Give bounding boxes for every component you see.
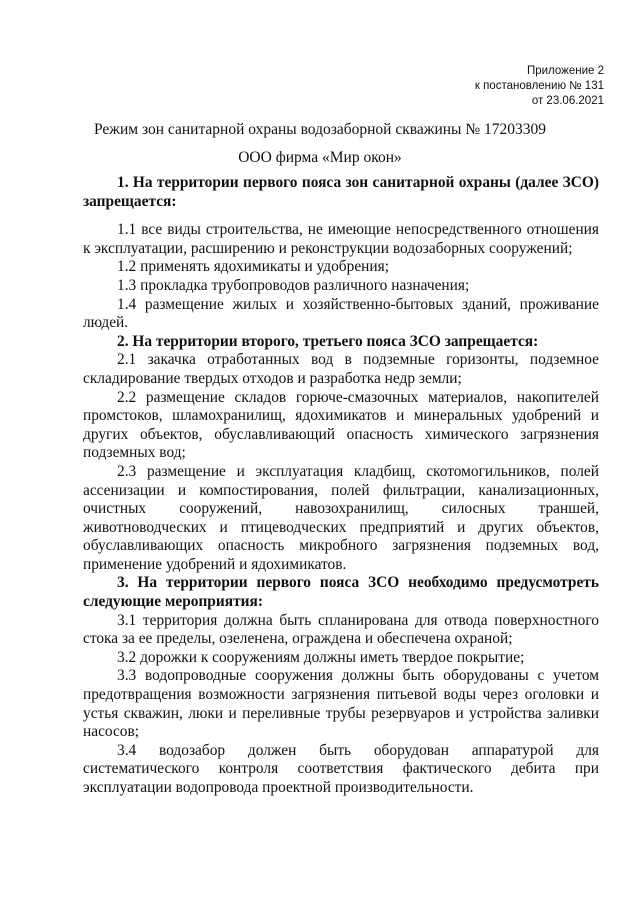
section-2-heading: 2. На территории второго, третьего пояса ЗСО запрещается: (117, 332, 539, 350)
item-1-1: 1.1 все виды строительства, не имеющие непосредственного отношения к эксплуатации, расширению и реконструкции водозаборных сооружений; (83, 221, 599, 257)
item-1-3: 1.3 прокладка трубопроводов различного назначения; (117, 276, 470, 294)
item-3-2: 3.2 дорожки к сооружениям должны иметь твердое покрытие; (117, 648, 525, 666)
section-1-heading: 1. На территории первого пояса зон санитарной охраны (далее ЗСО) запрещается: (83, 174, 599, 210)
annex-line-3: от 23.06.2021 (531, 95, 604, 107)
item-3-3: 3.3 водопроводные сооружения должны быть оборудованы с учетом предотвращения возможности загрязнения питьевой воды через оголовки и устья скважин, люки и переливные трубы резервуаров и устройства заливки насосов; (83, 667, 599, 741)
item-3-4: 3.4 водозабор должен быть оборудован аппаратурой для систематического контроля соответствия фактического дебита при эксплуатации водопровода проектной производительности. (83, 741, 599, 796)
organization-name: ООО фирма «Мир окон» (238, 149, 402, 166)
item-2-1: 2.1 закачка отработанных вод в подземные горизонты, подземное складирование твердых отходов и разработка недр земли; (83, 351, 599, 387)
item-1-2: 1.2 применять ядохимикаты и удобрения; (117, 258, 389, 276)
section-3-heading: 3. На территории первого пояса ЗСО необходимо предусмотреть следующие мероприятия: (83, 574, 599, 611)
document-body (83, 174, 599, 798)
item-3-1: 3.1 территория должна быть спланирована для отвода поверхностного стока за ее пределы, озеленена, ограждена и обеспечена охраной; (83, 611, 599, 648)
annex-line-2: к постановлению № 131 (474, 80, 604, 92)
document-title: Режим зон санитарной охраны водозаборной скважины № 17203309 (93, 121, 547, 138)
item-1-4: 1.4 размещение жилых и хозяйственно-бытовых зданий, проживание людей. (83, 295, 599, 332)
item-2-2: 2.2 размещение складов горюче-смазочных материалов, накопителей промстоков, шламохранилищ, ядохимикатов и минеральных удобрений и других объектов, обуславливающий опасность химического загрязнения подземных вод; (83, 388, 599, 462)
item-2-3: 2.3 размещение и эксплуатация кладбищ, скотомогильников, полей ассенизации и компостирования, полей фильтрации, канализационных, очистных сооружений, навозохранилищ, силосных траншей, животноводческих и птицеводческих предприятий и других объектов, обуславливающих опасность микробного загрязнения подземных вод, применение удобрений и ядохимикатов. (83, 462, 599, 573)
annex-header (475, 64, 604, 109)
annex-line-1: Приложение 2 (526, 65, 604, 77)
